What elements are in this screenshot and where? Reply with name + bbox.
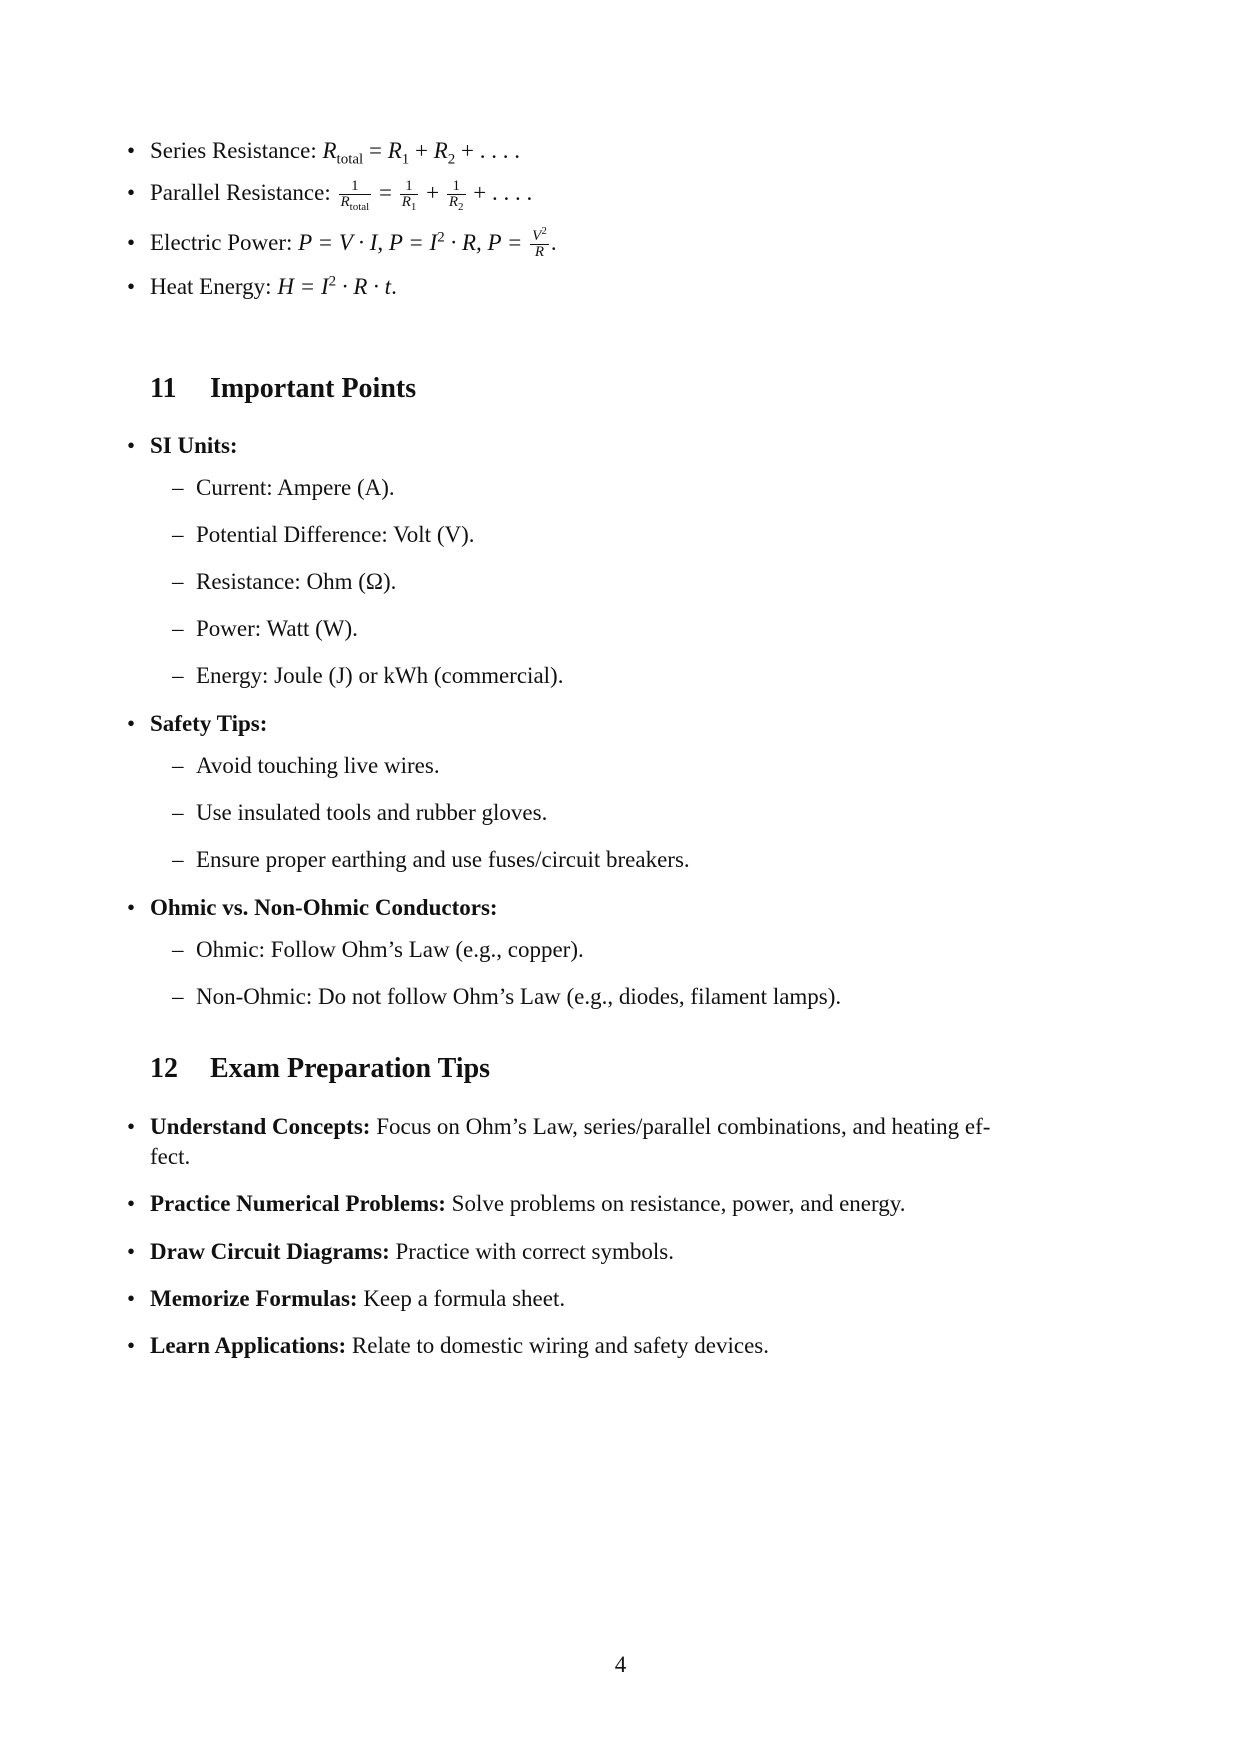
- list-item-tip: • Practice Numerical Problems: Solve problems on resistance, power, and energy.: [127, 1191, 906, 1216]
- bullet: •: [127, 711, 136, 736]
- bullet: •: [127, 1239, 136, 1264]
- formula-expression: $R_{total} = R_1 + R_2$ + . . . .: [322, 138, 521, 168]
- list-item-tip-continuation: fect.: [150, 1144, 191, 1169]
- list-item-tip: • Draw Circuit Diagrams: Practice with correct symbols.: [127, 1239, 674, 1264]
- formula-expression: $H = I^2 \cdot R \cdot t$.: [277, 273, 397, 299]
- fraction: $\frac{V^2}{R}$: [532, 225, 547, 261]
- bullet: •: [127, 1191, 136, 1216]
- bullet: •: [127, 230, 136, 255]
- section-title: Important Points: [210, 373, 417, 404]
- list-item-safety: [127, 709, 1091, 738]
- list-subitem: – Use insulated tools and rubber gloves.: [172, 800, 548, 825]
- formula-label: Heat Energy:: [150, 274, 272, 299]
- list-subitem: – Ohmic: Follow Ohm’s Law (e.g., copper).: [172, 937, 584, 962]
- list-heading: Safety Tips:: [150, 711, 268, 736]
- fraction: $\frac{1}{R_1}$: [401, 178, 417, 214]
- bullet: •: [127, 180, 136, 205]
- formula-series: [127, 136, 1091, 168]
- section-heading-11: [150, 373, 416, 405]
- bullet: •: [127, 274, 136, 299]
- formula-parallel: [127, 178, 1091, 214]
- bullet: •: [127, 1333, 136, 1358]
- list-item-ohmic: [127, 893, 1091, 922]
- bullet: •: [127, 895, 136, 920]
- list-item-tip: • Learn Applications: Relate to domestic wiring and safety devices.: [127, 1333, 769, 1358]
- list-subitem: – Ensure proper earthing and use fuses/circuit breakers.: [172, 847, 690, 872]
- page-number: 4: [614, 1652, 627, 1677]
- bullet: •: [127, 1114, 136, 1139]
- list-subitem: – Avoid touching live wires.: [172, 753, 440, 778]
- formula-label: Series Resistance:: [150, 138, 317, 163]
- bullet: •: [127, 138, 136, 163]
- list-subitem: – Power: Watt (W).: [172, 616, 358, 641]
- section-number: 11: [150, 373, 177, 404]
- list-item-si-units: [127, 431, 1091, 460]
- list-subitem: – Energy: Joule (J) or kWh (commercial).: [172, 663, 564, 688]
- list-heading: SI Units:: [150, 433, 238, 458]
- formula-label: Electric Power:: [150, 230, 293, 255]
- section-title: Exam Preparation Tips: [210, 1053, 491, 1084]
- list-subitem: – Current: Ampere (A).: [172, 475, 395, 500]
- formula-expression: $\frac{1}{R_{total}}$ = $\frac{1}{R_1}$ + $\frac{1}{R_2}$ + . . . .: [340, 178, 533, 214]
- formula-power: [127, 225, 1091, 261]
- list-subitem: – Potential Difference: Volt (V).: [172, 522, 475, 547]
- list-heading: Ohmic vs. Non-Ohmic Conductors:: [150, 895, 498, 920]
- fraction: $\frac{1}{R_{total}}$: [340, 178, 370, 214]
- section-heading-12: [150, 1053, 490, 1085]
- formula-label: Parallel Resistance:: [150, 180, 331, 205]
- list-subitem: – Non-Ohmic: Do not follow Ohm’s Law (e.g., diodes, filament lamps).: [172, 984, 842, 1009]
- formula-expression: P = V · I, $P = I^2 \cdot R$, P = $\frac{V^2}{R}$ .: [298, 225, 557, 261]
- section-number: 12: [150, 1053, 178, 1084]
- fraction: $\frac{1}{R_2}$: [448, 178, 464, 214]
- formula-heat: [127, 272, 1091, 301]
- list-item-tip: • Understand Concepts: Focus on Ohm’s Law, series/parallel combinations, and heating ef-: [127, 1114, 991, 1139]
- list-item-tip: • Memorize Formulas: Keep a formula sheet.: [127, 1286, 566, 1311]
- list-subitem: – Resistance: Ohm (Ω).: [172, 569, 397, 594]
- bullet: •: [127, 433, 136, 458]
- bullet: •: [127, 1286, 136, 1311]
